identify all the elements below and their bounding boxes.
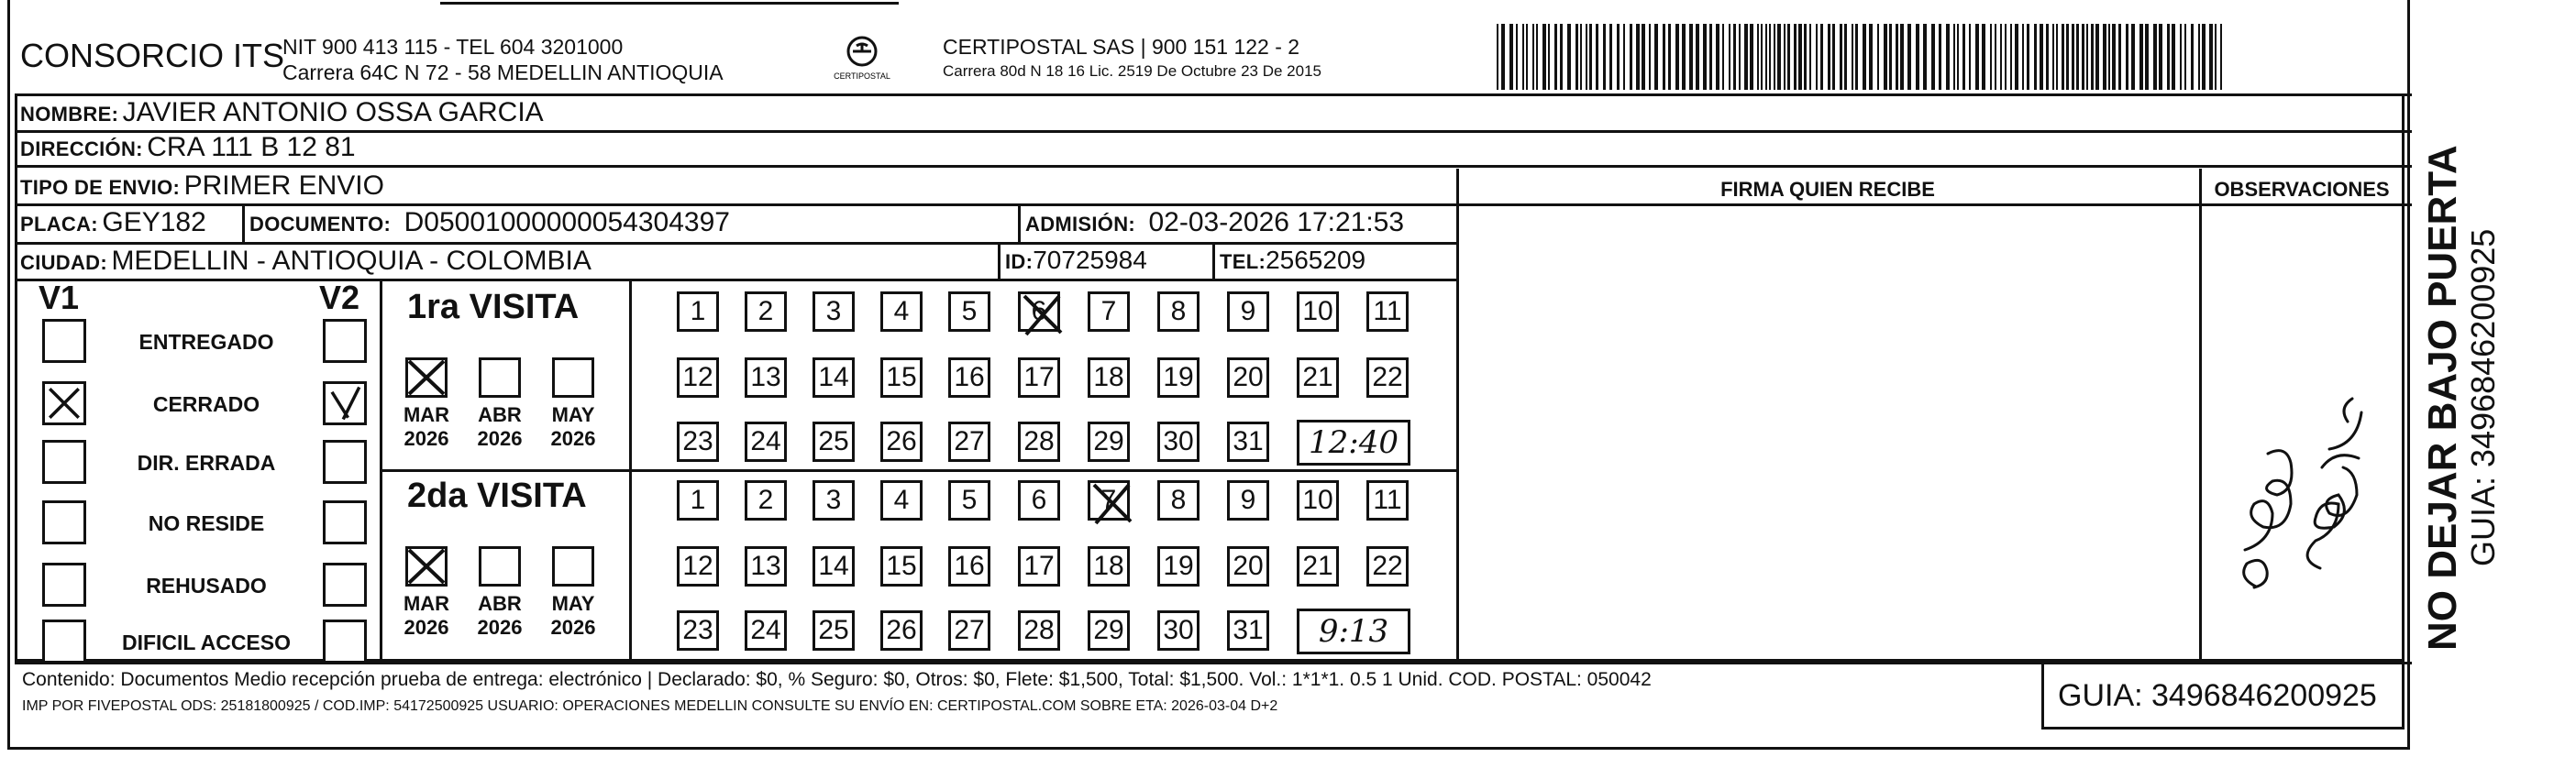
day-number: 10 <box>1302 296 1333 326</box>
status-v1-checkbox[interactable] <box>42 500 86 544</box>
admision-value: 02-03-2026 17:21:53 <box>1148 207 1405 237</box>
day-box[interactable] <box>1018 357 1060 398</box>
month-name: MAR <box>403 403 450 426</box>
day-number: 29 <box>1093 426 1124 456</box>
month-year: 2026 <box>477 427 523 450</box>
firma-header: FIRMA QUIEN RECIBE <box>1720 178 1935 201</box>
status-label: CERRADO <box>152 392 260 416</box>
admision-row <box>1025 207 1404 238</box>
day-number: 9 <box>1240 485 1256 515</box>
day-box[interactable] <box>948 546 990 587</box>
day-box[interactable] <box>677 422 719 462</box>
day-box[interactable] <box>1088 610 1130 651</box>
month-label <box>541 592 605 640</box>
month-name: MAY <box>551 592 595 615</box>
status-v2-checkbox[interactable] <box>323 440 367 484</box>
day-number: 7 <box>1100 296 1117 326</box>
day-number: 14 <box>818 362 849 392</box>
day-number: 21 <box>1302 551 1333 581</box>
day-box[interactable] <box>880 546 923 587</box>
v2-header: V2 <box>319 279 360 316</box>
barcode <box>1497 24 2227 90</box>
day-box[interactable] <box>1366 546 1409 587</box>
day-box[interactable] <box>1227 357 1269 398</box>
day-number: 10 <box>1302 485 1333 515</box>
month-label <box>468 592 532 640</box>
day-number: 30 <box>1163 615 1194 645</box>
day-box[interactable] <box>1088 422 1130 462</box>
month-name: ABR <box>478 403 522 426</box>
day-number: 16 <box>954 551 985 581</box>
tipo-value: PRIMER ENVIO <box>183 170 384 201</box>
day-number: 16 <box>954 362 985 392</box>
footer-guia: GUIA: 3496846200925 <box>2058 678 2377 713</box>
month-label <box>468 403 532 451</box>
rule <box>1212 242 1215 279</box>
documento-label: DOCUMENTO: <box>249 213 392 236</box>
day-box[interactable] <box>1088 357 1130 398</box>
month-checkbox[interactable] <box>479 357 521 398</box>
day-box[interactable] <box>745 422 787 462</box>
documento-value: D05001000000054304397 <box>404 207 730 237</box>
day-box[interactable] <box>1157 610 1200 651</box>
day-box[interactable] <box>948 480 990 521</box>
rule <box>15 242 1458 245</box>
tipo-row <box>20 170 384 202</box>
day-number: 28 <box>1023 615 1055 645</box>
month-year: 2026 <box>550 616 596 639</box>
day-box[interactable] <box>880 357 923 398</box>
day-box[interactable] <box>745 291 787 332</box>
day-number: 31 <box>1233 426 1264 456</box>
day-number: 29 <box>1093 615 1124 645</box>
status-v1-checkbox[interactable] <box>42 440 86 484</box>
day-box[interactable] <box>1157 291 1200 332</box>
day-number: 15 <box>886 362 917 392</box>
day-box[interactable] <box>1227 422 1269 462</box>
tel-value: 2565209 <box>1266 246 1366 274</box>
placa-label: PLACA: <box>20 213 98 236</box>
month-year: 2026 <box>550 427 596 450</box>
company-address: Carrera 64C N 72 - 58 MEDELLIN ANTIOQUIA <box>282 60 724 84</box>
nombre-row <box>20 97 544 128</box>
day-number: 1 <box>690 296 706 326</box>
day-box[interactable] <box>1088 291 1130 332</box>
day-number: 11 <box>1373 485 1402 515</box>
day-box[interactable] <box>745 546 787 587</box>
rule <box>242 203 245 242</box>
ciudad-row <box>20 246 591 277</box>
day-number: 27 <box>954 615 985 645</box>
month-checkbox[interactable] <box>479 546 521 587</box>
day-box[interactable] <box>1297 357 1339 398</box>
status-v1-checkbox[interactable] <box>42 620 86 664</box>
day-box[interactable] <box>677 291 719 332</box>
day-number: 12 <box>682 362 713 392</box>
day-box[interactable] <box>677 357 719 398</box>
day-number: 9 <box>1240 296 1256 326</box>
direccion-value: CRA 111 B 12 81 <box>147 132 356 162</box>
day-box[interactable] <box>948 291 990 332</box>
day-box[interactable] <box>745 480 787 521</box>
day-number: 3 <box>825 296 842 326</box>
day-box[interactable] <box>1227 480 1269 521</box>
day-number: 24 <box>750 615 781 645</box>
day-box[interactable] <box>1018 546 1060 587</box>
tel-row <box>1220 246 1365 275</box>
side-guia: GUIA: 3496846200925 <box>2464 228 2502 566</box>
rule <box>998 242 1001 279</box>
certipostal-info-line1: CERTIPOSTAL SAS | 900 151 122 - 2 <box>943 35 1300 59</box>
id-row <box>1005 246 1147 275</box>
day-number: 14 <box>818 551 849 581</box>
day-box[interactable] <box>677 610 719 651</box>
day-box[interactable] <box>1227 291 1269 332</box>
day-box[interactable] <box>813 291 855 332</box>
day-box[interactable] <box>813 357 855 398</box>
svg-text:CERTIPOSTAL: CERTIPOSTAL <box>834 71 890 81</box>
day-box[interactable] <box>745 610 787 651</box>
day-box[interactable] <box>1157 357 1200 398</box>
direccion-row <box>20 132 356 163</box>
day-number: 17 <box>1023 551 1055 581</box>
month-year: 2026 <box>404 616 449 639</box>
day-number: 23 <box>682 615 713 645</box>
day-box[interactable] <box>813 546 855 587</box>
day-box[interactable] <box>813 610 855 651</box>
day-number: 3 <box>825 485 842 515</box>
day-box[interactable] <box>1227 610 1269 651</box>
handwriting-icon <box>2219 275 2384 605</box>
status-v1-checkbox[interactable] <box>42 381 86 425</box>
rule <box>15 203 2412 206</box>
certipostal-logo-icon <box>824 33 901 86</box>
day-box[interactable] <box>1297 546 1339 587</box>
day-box[interactable] <box>1157 480 1200 521</box>
day-box[interactable] <box>948 422 990 462</box>
observaciones-handwriting <box>2219 275 2384 605</box>
footer-line2: IMP POR FIVEPOSTAL ODS: 25181800925 / COD.IMP: 54172500925 USUARIO: OPERACIONES MEDELLIN CONSULTE SU ENVÍO EN: CERTIPOSTAL.COM SOBRE ETA: 2026-03-04 D+2 <box>22 698 1278 714</box>
day-number: 19 <box>1163 362 1194 392</box>
tipo-label: TIPO DE ENVIO: <box>20 176 181 199</box>
day-number: 15 <box>886 551 917 581</box>
status-v2-checkbox[interactable] <box>323 620 367 664</box>
day-number: 18 <box>1093 551 1124 581</box>
day-box[interactable] <box>1018 291 1060 332</box>
day-number: 13 <box>750 362 781 392</box>
documento-row <box>249 207 730 238</box>
day-number: 2 <box>757 485 774 515</box>
day-box[interactable] <box>813 422 855 462</box>
day-box[interactable] <box>1018 480 1060 521</box>
day-box[interactable] <box>1157 546 1200 587</box>
tel-label: TEL: <box>1220 250 1266 273</box>
handwritten-time: 9:13 <box>1297 609 1410 654</box>
rule <box>15 165 2412 168</box>
month-year: 2026 <box>477 616 523 639</box>
day-box[interactable] <box>948 357 990 398</box>
month-checkbox[interactable] <box>552 357 594 398</box>
day-mark-icon <box>1017 289 1068 340</box>
day-number: 26 <box>886 615 917 645</box>
month-name: MAY <box>551 403 595 426</box>
placa-row <box>20 207 206 238</box>
day-number: 26 <box>886 426 917 456</box>
day-box[interactable] <box>1366 357 1409 398</box>
rule <box>15 279 1458 281</box>
visit-title: 1ra VISITA <box>407 288 580 326</box>
status-v1-checkbox[interactable] <box>42 319 86 363</box>
day-number: 6 <box>1031 485 1047 515</box>
status-v2-checkbox[interactable] <box>323 500 367 544</box>
side-text <box>2421 101 2502 651</box>
month-label <box>541 403 605 451</box>
month-year: 2026 <box>404 427 449 450</box>
day-box[interactable] <box>1297 291 1339 332</box>
observaciones-header: OBSERVACIONES <box>2214 178 2390 201</box>
day-box[interactable] <box>880 291 923 332</box>
day-mark-icon <box>1087 477 1138 529</box>
certipostal-info-line2: Carrera 80d N 18 16 Lic. 2519 De Octubre 23 De 2015 <box>943 62 1321 80</box>
placa-value: GEY182 <box>102 207 206 237</box>
day-number: 6 <box>1031 296 1047 326</box>
status-v2-checkbox[interactable] <box>323 563 367 607</box>
status-v2-checkbox[interactable] <box>323 319 367 363</box>
handwritten-time: 12:40 <box>1297 420 1410 466</box>
day-box[interactable] <box>677 546 719 587</box>
day-number: 11 <box>1373 296 1402 326</box>
status-label: ENTREGADO <box>138 330 274 354</box>
day-box[interactable] <box>1366 480 1409 521</box>
rule <box>15 130 2412 133</box>
day-box[interactable] <box>1088 546 1130 587</box>
month-name: MAR <box>403 592 450 615</box>
company-nit: NIT 900 413 115 - TEL 604 3201000 <box>282 35 624 59</box>
day-number: 5 <box>961 296 978 326</box>
month-name: ABR <box>478 592 522 615</box>
day-number: 13 <box>750 551 781 581</box>
day-box[interactable] <box>880 610 923 651</box>
day-box[interactable] <box>880 480 923 521</box>
day-box[interactable] <box>677 480 719 521</box>
direccion-label: DIRECCIÓN: <box>20 137 143 160</box>
day-number: 25 <box>818 615 849 645</box>
day-box[interactable] <box>948 610 990 651</box>
day-number: 27 <box>954 426 985 456</box>
ciudad-value: MEDELLIN - ANTIOQUIA - COLOMBIA <box>111 246 591 276</box>
rule <box>2199 169 2202 662</box>
status-v2-checkbox[interactable] <box>323 381 367 425</box>
ciudad-label: CIUDAD: <box>20 251 107 274</box>
day-box[interactable] <box>1018 422 1060 462</box>
nombre-label: NOMBRE: <box>20 103 119 126</box>
month-checkbox[interactable] <box>405 546 448 587</box>
day-box[interactable] <box>813 480 855 521</box>
day-number: 28 <box>1023 426 1055 456</box>
month-label <box>394 403 459 451</box>
day-number: 20 <box>1233 362 1264 392</box>
side-warning: NO DEJAR BAJO PUERTA <box>2420 145 2465 651</box>
status-label: NO RESIDE <box>148 511 265 535</box>
day-number: 7 <box>1100 485 1117 515</box>
day-number: 4 <box>893 296 910 326</box>
day-box[interactable] <box>1297 480 1339 521</box>
rule <box>380 469 1458 472</box>
day-number: 8 <box>1170 485 1187 515</box>
month-checkbox[interactable] <box>552 546 594 587</box>
day-number: 21 <box>1302 362 1333 392</box>
day-number: 31 <box>1233 615 1264 645</box>
day-number: 5 <box>961 485 978 515</box>
day-number: 22 <box>1372 362 1403 392</box>
day-number: 1 <box>690 485 706 515</box>
v1-header: V1 <box>39 279 80 316</box>
day-number: 30 <box>1163 426 1194 456</box>
certipostal-logo <box>824 33 901 86</box>
day-number: 23 <box>682 426 713 456</box>
rule <box>1018 203 1021 242</box>
day-number: 20 <box>1233 551 1264 581</box>
month-checkbox[interactable] <box>405 357 448 398</box>
top-rule <box>440 2 899 5</box>
day-box[interactable] <box>1227 546 1269 587</box>
day-number: 8 <box>1170 296 1187 326</box>
status-label: DIR. ERRADA <box>137 451 276 475</box>
company-name: CONSORCIO ITS <box>20 37 285 74</box>
day-box[interactable] <box>1366 291 1409 332</box>
id-label: ID: <box>1005 250 1034 273</box>
day-number: 22 <box>1372 551 1403 581</box>
day-number: 17 <box>1023 362 1055 392</box>
nombre-value: JAVIER ANTONIO OSSA GARCIA <box>122 97 544 127</box>
status-label: REHUSADO <box>146 574 267 598</box>
day-number: 4 <box>893 485 910 515</box>
status-v1-checkbox[interactable] <box>42 563 86 607</box>
day-box[interactable] <box>1157 422 1200 462</box>
day-box[interactable] <box>880 422 923 462</box>
day-box[interactable] <box>745 357 787 398</box>
visit-title: 2da VISITA <box>407 477 587 515</box>
day-number: 18 <box>1093 362 1124 392</box>
day-number: 2 <box>757 296 774 326</box>
id-value: 70725984 <box>1033 246 1147 274</box>
day-number: 12 <box>682 551 713 581</box>
footer-line1: Contenido: Documentos Medio recepción prueba de entrega: electrónico | Declarado: $0, % Seguro: $0, Otros: $0, Flete: $1,500, Total: $1,500. Vol.: 1*1*1. 0.5 1 Unid. COD. POSTAL: 050042 <box>22 669 1652 690</box>
day-number: 24 <box>750 426 781 456</box>
day-number: 19 <box>1163 551 1194 581</box>
admision-label: ADMISIÓN: <box>1025 213 1136 236</box>
day-number: 25 <box>818 426 849 456</box>
day-box[interactable] <box>1088 480 1130 521</box>
status-label: DIFICIL ACCESO <box>121 631 291 654</box>
rule <box>1456 169 1459 662</box>
month-label <box>394 592 459 640</box>
day-box[interactable] <box>1018 610 1060 651</box>
